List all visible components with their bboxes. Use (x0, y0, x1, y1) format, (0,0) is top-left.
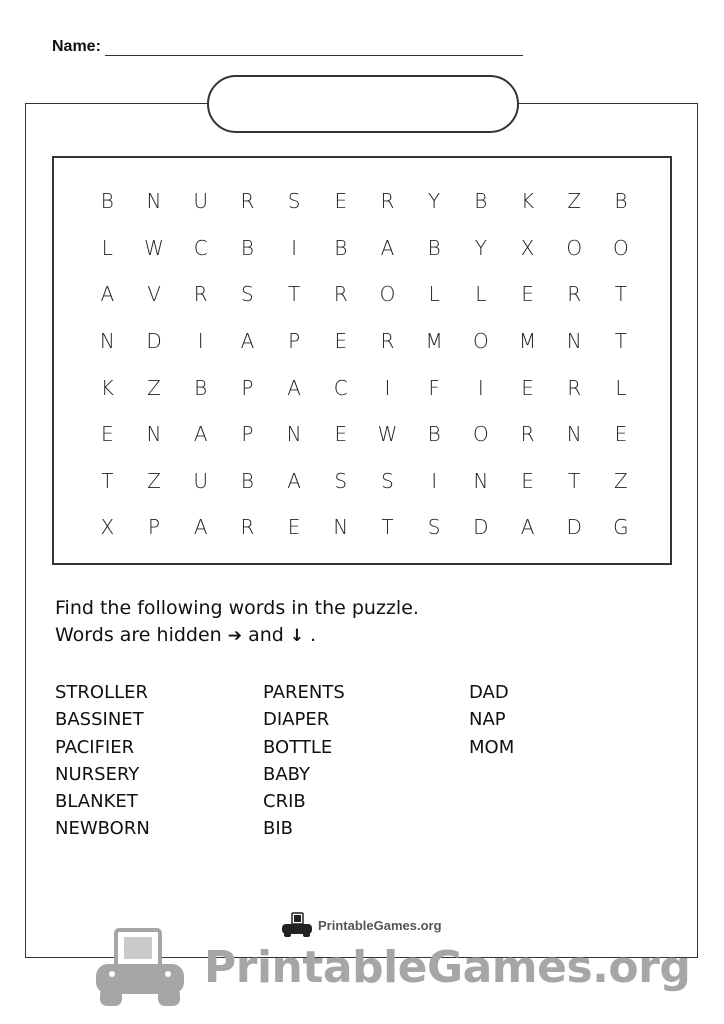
grid-letter[interactable]: A (287, 375, 301, 400)
grid-letter[interactable]: E (521, 375, 534, 400)
grid-letter[interactable]: D (566, 515, 582, 540)
grid-letter[interactable]: B (240, 468, 254, 493)
grid-letter[interactable]: E (101, 422, 114, 447)
grid-letter[interactable]: B (194, 375, 208, 400)
grid-letter[interactable]: A (287, 468, 301, 493)
grid-letter[interactable]: P (148, 515, 161, 540)
grid-letter[interactable]: B (100, 189, 114, 214)
grid-letter[interactable]: A (520, 515, 535, 540)
grid-letter[interactable]: P (241, 375, 254, 400)
grid-letter[interactable]: E (334, 422, 348, 447)
grid-letter[interactable]: Z (147, 468, 161, 493)
grid-letter[interactable]: T (381, 515, 394, 540)
grid-letter[interactable]: R (240, 189, 255, 214)
grid-letter[interactable]: B (614, 189, 628, 214)
grid-letter[interactable]: U (193, 468, 209, 493)
grid-letter[interactable]: X (100, 515, 115, 540)
title-pill (207, 75, 519, 133)
grid-letter[interactable]: V (147, 282, 161, 307)
grid-letter[interactable]: M (518, 329, 537, 354)
word-item: BLANKET (55, 791, 138, 813)
arrow-right-icon: ➔ (227, 626, 243, 646)
grid-letter[interactable]: N (99, 329, 115, 354)
grid-letter[interactable]: R (567, 282, 582, 307)
name-line[interactable] (105, 41, 523, 56)
grid-letter[interactable]: Y (474, 235, 487, 260)
instructions-line-1: Find the following words in the puzzle. (55, 597, 419, 619)
name-row (52, 38, 523, 56)
grid-letter[interactable]: P (241, 422, 254, 447)
word-item: STROLLER (55, 682, 149, 703)
name-label: Name: (52, 38, 101, 55)
grid-letter[interactable]: A (193, 422, 208, 447)
grid-letter[interactable]: D (146, 329, 162, 354)
grid-letter[interactable]: U (193, 189, 209, 214)
word-item: PARENTS (263, 682, 345, 703)
grid-letter[interactable]: B (427, 422, 441, 447)
grid-letter[interactable]: A (193, 515, 208, 540)
small-brand (280, 912, 442, 938)
grid-letter[interactable]: N (473, 468, 489, 493)
grid-letter[interactable]: I (384, 375, 391, 400)
arrow-down-icon: ↓ (289, 626, 305, 646)
grid-letter[interactable]: A (100, 282, 115, 307)
grid-letter[interactable]: T (568, 468, 581, 493)
grid-letter[interactable]: L (428, 282, 440, 307)
grid-letter[interactable]: T (101, 468, 114, 493)
grid-letter[interactable]: R (520, 422, 535, 447)
grid-letter[interactable]: E (614, 422, 628, 447)
grid-letter[interactable]: I (431, 468, 438, 493)
grid-letter[interactable]: I (477, 375, 484, 400)
grid-letter[interactable]: A (380, 235, 395, 260)
grid-letter[interactable]: Z (567, 189, 582, 214)
grid-letter[interactable]: B (427, 235, 441, 260)
grid-letter[interactable]: N (146, 422, 162, 447)
word-item: BIB (263, 818, 294, 840)
grid-letter[interactable]: N (146, 189, 162, 214)
grid-letter[interactable]: I (197, 329, 204, 354)
word-item: BABY (263, 763, 311, 785)
grid-letter[interactable]: E (334, 189, 348, 214)
word-column-1 (55, 679, 150, 843)
grid-letter[interactable]: K (520, 189, 535, 214)
grid-letter[interactable]: S (427, 515, 441, 540)
grid-letter[interactable]: B (334, 235, 348, 260)
grid-letter[interactable]: L (475, 282, 487, 307)
grid-letter[interactable]: I (291, 235, 298, 260)
grid-letter[interactable]: S (334, 468, 348, 493)
grid-letter[interactable]: N (566, 422, 582, 447)
grid-letter[interactable]: N (566, 329, 582, 354)
grid-letter[interactable]: B (240, 235, 254, 260)
grid-letter[interactable]: R (380, 189, 395, 214)
game-console-icon (88, 926, 192, 1012)
word-item: NURSERY (55, 763, 140, 785)
grid-letter[interactable]: O (566, 235, 583, 260)
word-item: CRIB (263, 791, 306, 813)
grid-letter[interactable]: Z (147, 375, 161, 400)
grid-letter[interactable]: E (287, 515, 301, 540)
grid-letter[interactable]: O (613, 235, 629, 260)
word-item: NEWBORN (55, 818, 150, 840)
grid-letter[interactable]: A (240, 329, 255, 354)
word-column-2 (263, 679, 345, 843)
grid-letter[interactable]: R (240, 515, 255, 540)
grid-letter[interactable]: E (521, 468, 534, 493)
grid-letter[interactable]: Z (614, 468, 628, 493)
grid-letter[interactable]: G (613, 515, 629, 540)
grid-letter[interactable]: O (472, 329, 489, 354)
grid-letter[interactable]: R (567, 375, 582, 400)
word-item: DAD (469, 682, 509, 703)
grid-letter[interactable]: O (472, 422, 489, 447)
grid-letter[interactable]: S (287, 189, 301, 214)
grid-letter[interactable]: O (379, 282, 396, 307)
grid-letter[interactable]: W (144, 235, 164, 260)
large-brand-text: PrintableGames.org (204, 942, 691, 993)
grid-letter[interactable]: L (615, 375, 627, 400)
grid-letter[interactable]: N (286, 422, 302, 447)
grid-letter[interactable]: C (333, 375, 348, 400)
grid-letter[interactable]: L (101, 235, 113, 260)
grid-letter[interactable]: F (428, 375, 440, 400)
grid-letter[interactable]: B (474, 189, 488, 214)
grid-letter[interactable]: N (333, 515, 349, 540)
grid-letter[interactable]: E (334, 329, 348, 354)
word-item: DIAPER (263, 709, 330, 731)
grid-letter[interactable]: X (520, 235, 535, 260)
grid-letter[interactable]: M (425, 329, 443, 354)
grid-letter[interactable]: W (377, 422, 398, 447)
grid-letter[interactable]: R (380, 329, 395, 354)
grid-letter[interactable]: T (614, 282, 628, 307)
instructions-line-2: Words are hidden ➔ and ↓ . (55, 624, 317, 646)
grid-letter[interactable]: R (333, 282, 348, 307)
grid-letter[interactable]: T (287, 282, 301, 307)
grid-letter[interactable]: S (241, 282, 254, 307)
grid-letter[interactable]: T (614, 329, 628, 354)
letter-grid (84, 178, 645, 551)
word-item: MOM (469, 736, 515, 758)
grid-letter[interactable]: K (100, 375, 114, 400)
small-brand-text: PrintableGames.org (318, 917, 442, 933)
word-item: BOTTLE (263, 736, 333, 758)
grid-letter[interactable]: Y (428, 189, 441, 214)
grid-letter[interactable]: R (193, 282, 208, 307)
word-item: PACIFIER (55, 736, 135, 758)
grid-letter[interactable]: E (521, 282, 534, 307)
game-console-icon (280, 912, 314, 938)
grid-letter[interactable]: D (473, 515, 489, 540)
word-item: BASSINET (55, 709, 144, 731)
grid-letter[interactable]: S (381, 468, 394, 493)
word-item: NAP (469, 709, 506, 731)
word-column-3 (469, 679, 514, 761)
grid-letter[interactable]: C (193, 235, 208, 260)
grid-letter[interactable]: P (288, 329, 301, 354)
